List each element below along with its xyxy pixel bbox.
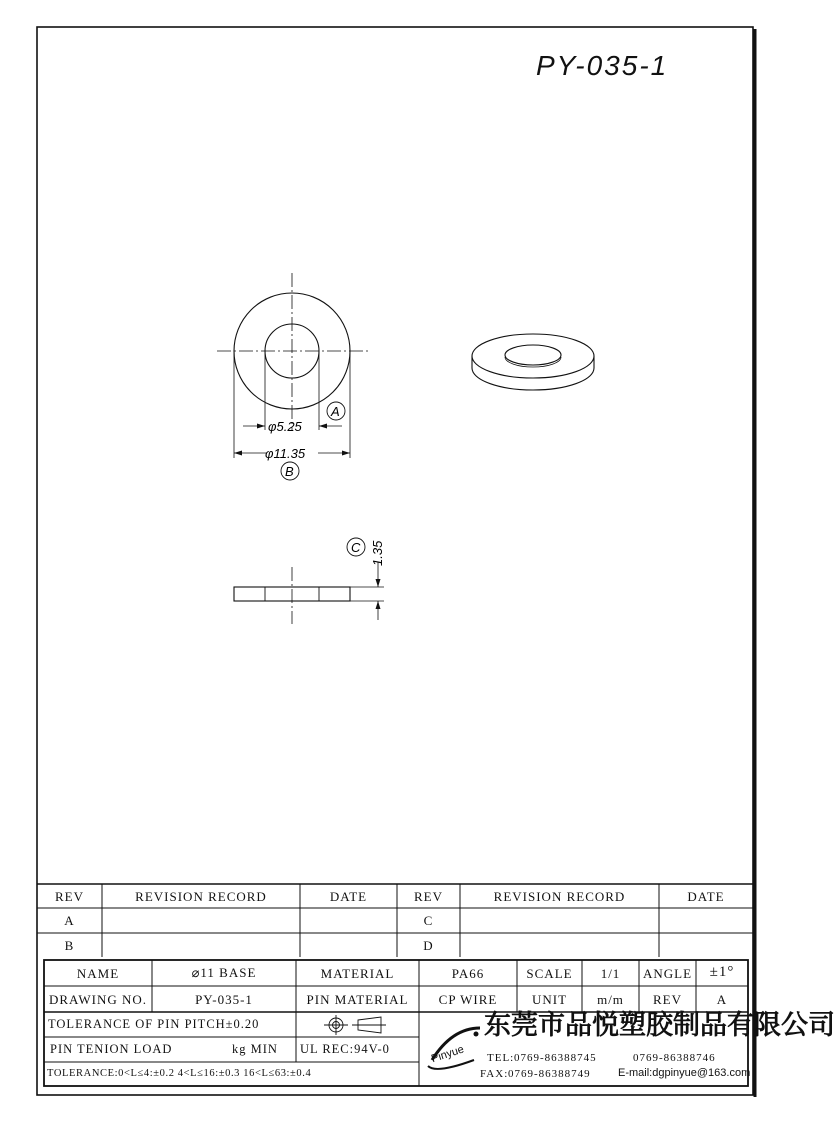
company-fax: 0769-86388749 xyxy=(508,1068,591,1080)
company-tel-label: TEL: xyxy=(487,1052,515,1064)
unit-value: m/m xyxy=(597,992,624,1007)
angle-value: ±1° xyxy=(709,964,735,980)
pin-tension-label: PIN TENION LOAD xyxy=(50,1042,173,1056)
angle-label: ANGLE xyxy=(642,966,693,981)
date-header-1: DATE xyxy=(329,889,368,904)
company-tel-2: 0769-86388746 xyxy=(633,1052,716,1064)
rev-value: A xyxy=(716,992,728,1007)
drawing-no-label: DRAWING NO. xyxy=(48,992,148,1007)
rev-header-2: REV xyxy=(414,889,443,904)
rev-header-1: REV xyxy=(55,889,84,904)
rev-row-c: C xyxy=(423,913,434,928)
svg-text:Pinyue: Pinyue xyxy=(429,1043,466,1066)
date-header-2: DATE xyxy=(687,889,725,904)
pin-tension-value: kg MIN xyxy=(232,1042,278,1056)
company-fax-label: FAX: xyxy=(480,1068,509,1080)
side-view xyxy=(234,538,384,624)
company-email: E-mail:dgpinyue@163.com xyxy=(618,1067,751,1079)
revision-record-header-2: REVISION RECORD xyxy=(493,889,626,904)
drawing-number: PY-035-1 xyxy=(536,50,669,81)
tolerance-pitch: TOLERANCE OF PIN PITCH±0.20 xyxy=(48,1017,260,1031)
outer-diameter-label: φ11.35 xyxy=(265,446,306,461)
isometric-view xyxy=(472,334,594,390)
material-value: PA66 xyxy=(451,966,485,981)
projection-symbol xyxy=(324,1015,386,1035)
material-label: MATERIAL xyxy=(320,966,395,981)
thickness-label: 1.35 xyxy=(370,540,385,566)
drawing-no-value: PY-035-1 xyxy=(195,992,253,1007)
balloon-a-label: A xyxy=(331,404,340,419)
pinyue-logo xyxy=(428,1028,480,1069)
name-value: ⌀11 BASE xyxy=(191,965,257,980)
unit-label: UNIT xyxy=(531,992,568,1007)
company-name: 东莞市品悦塑胶制品有限公司 xyxy=(484,1010,835,1041)
ul-rec: UL REC:94V-0 xyxy=(300,1042,390,1056)
sheet-border xyxy=(37,27,753,1095)
balloon-b-label: B xyxy=(285,464,294,479)
rev-label: REV xyxy=(653,992,682,1007)
name-label: NAME xyxy=(76,966,120,981)
balloon-c-label: C xyxy=(351,540,361,555)
pin-material-label: PIN MATERIAL xyxy=(306,992,409,1007)
revision-record-header-1: REVISION RECORD xyxy=(135,889,267,904)
rev-row-d: D xyxy=(423,938,434,953)
rev-row-a: A xyxy=(64,913,75,928)
company-tel-1: 0769-86388745 xyxy=(514,1052,597,1064)
inner-diameter-label: φ5.25 xyxy=(268,419,302,434)
scale-label: SCALE xyxy=(526,966,573,981)
pin-material-value: CP WIRE xyxy=(438,992,498,1007)
rev-row-b: B xyxy=(64,938,75,953)
tolerance-general: TOLERANCE:0<L≤4:±0.2 4<L≤16:±0.3 16<L≤63:±0.4 xyxy=(47,1068,312,1079)
scale-value: 1/1 xyxy=(600,966,621,981)
